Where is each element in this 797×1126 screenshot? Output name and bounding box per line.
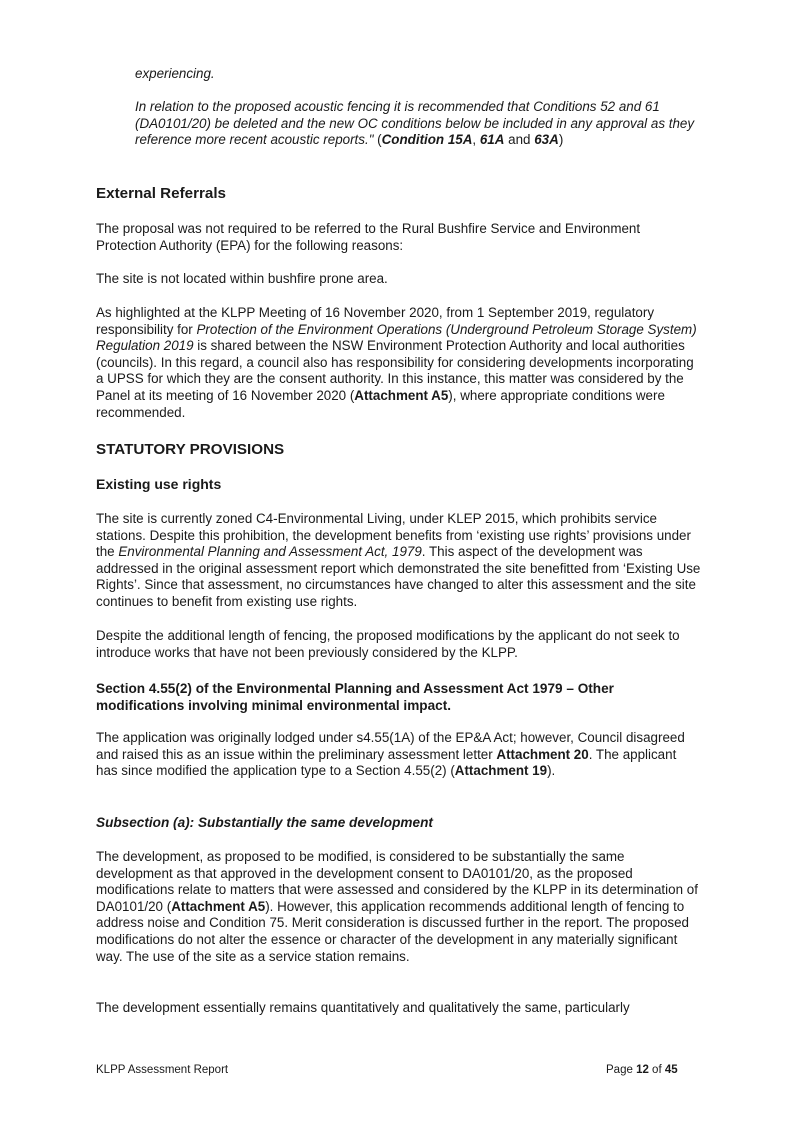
attachment-ref: Attachment A5 <box>171 898 266 914</box>
page-total: 45 <box>664 1064 678 1076</box>
paragraph: The proposal was not required to be referred to the Rural Bushfire Service and Environment Protection Authority (EPA) for the following reasons: <box>96 221 641 253</box>
footer-report-title: KLPP Assessment Report <box>96 1064 229 1076</box>
paragraph-text: ). However, this application recommends additional length of fencing to address noise and Condition 75. Merit consideration is discussed further in the report. The proposed modifications do not alter the essence or character of the development in any materially significant way. The use of the site as a service station remains. <box>96 898 689 964</box>
quote-text: , <box>472 132 480 148</box>
footer-page-number <box>606 1064 678 1076</box>
paragraph-text: . This aspect of the development was addressed in the original assessment report which demonstrated the site benefitted from ‘Existing Use Rights’. Since that assessment, no circumstances have changed to alter this assessment and the site continues to benefit from existing use rights. <box>96 544 701 609</box>
paragraph: Despite the additional length of fencing, the proposed modifications by the applicant do not seek to introduce works that have not been previously considered by the KLPP. <box>96 628 680 660</box>
attachment-ref: Attachment A5 <box>354 387 449 403</box>
quote-text: ( <box>373 132 382 148</box>
paragraph-text: . The applicant has since modified the application type to a Section 4.55(2) ( <box>96 746 677 779</box>
quote-text: ) <box>558 132 564 148</box>
paragraph: The site is not located within bushfire prone area. <box>96 271 388 286</box>
condition-ref: Condition 15A <box>381 132 473 148</box>
section-455-heading: Section 4.55(2) of the Environmental Planning and Assessment Act 1979 – Other modifications involving minimal environmental impact. <box>96 681 614 713</box>
paragraph-text: The application was originally lodged under s4.55(1A) of the EP&A Act; however, Council disagreed and raised this as an issue within the preliminary assessment letter <box>96 730 685 762</box>
quote-paragraph <box>135 99 701 149</box>
existing-use-rights-heading: Existing use rights <box>96 476 222 492</box>
paragraph <box>96 305 701 421</box>
quote-text: experiencing. <box>135 66 215 81</box>
paragraph: The development essentially remains quantitatively and qualitatively the same, particularly <box>96 1000 630 1015</box>
paragraph <box>96 511 701 611</box>
act-title: Environmental Planning and Assessment Act, 1979 <box>118 544 422 560</box>
paragraph-text: ). <box>547 763 556 779</box>
paragraph-text: ), where appropriate conditions were recommended. <box>96 387 665 420</box>
external-referrals-heading: External Referrals <box>96 185 227 202</box>
paragraph <box>96 730 701 780</box>
paragraph-text: is shared between the NSW Environment Protection Authority and local authorities (councils). In this regard, a council also has responsibility for considering developments incorporating a UPSS for which they are the consent authority. In this instance, this matter was considered by the Panel at its meeting of 16 November 2020 ( <box>96 338 694 403</box>
regulation-title: Protection of the Environment Operations (Underground Petroleum Storage System) Regulation 2019 <box>96 321 697 354</box>
quote-text: and <box>504 132 535 148</box>
condition-ref: 61A <box>479 132 505 148</box>
subsection-a-heading: Subsection (a): Substantially the same development <box>96 815 433 830</box>
page-current: 12 <box>636 1064 649 1076</box>
attachment-ref: Attachment 19 <box>454 763 548 779</box>
paragraph-text: The development, as proposed to be modified, is considered to be substantially the same development as that approved in the development consent to DA0101/20, as the proposed modifications relate to matters that were assessed and considered by the KLPP in its determination of DA0101/20 ( <box>96 849 698 914</box>
paragraph <box>96 849 701 965</box>
page-of: of <box>648 1064 665 1076</box>
statutory-provisions-heading: STATUTORY PROVISIONS <box>96 441 285 458</box>
attachment-ref: Attachment 20 <box>496 746 589 762</box>
paragraph-text: As highlighted at the KLPP Meeting of 16 November 2020, from 1 September 2019, regulatory responsibility for <box>96 305 655 337</box>
paragraph-text: The site is currently zoned C4-Environmental Living, under KLEP 2015, which prohibits service stations. Despite this prohibition, the development benefits from ‘existing use rights’ provisions under the <box>96 511 691 560</box>
quote-text: In relation to the proposed acoustic fencing it is recommended that Conditions 52 and 61 (DA0101/20) be deleted and the new OC conditions below be included in any approval as they reference more recent acoustic reports." <box>135 99 695 148</box>
page-prefix: Page <box>606 1064 637 1076</box>
condition-ref: 63A <box>534 132 559 148</box>
quote-continuation <box>135 66 701 83</box>
